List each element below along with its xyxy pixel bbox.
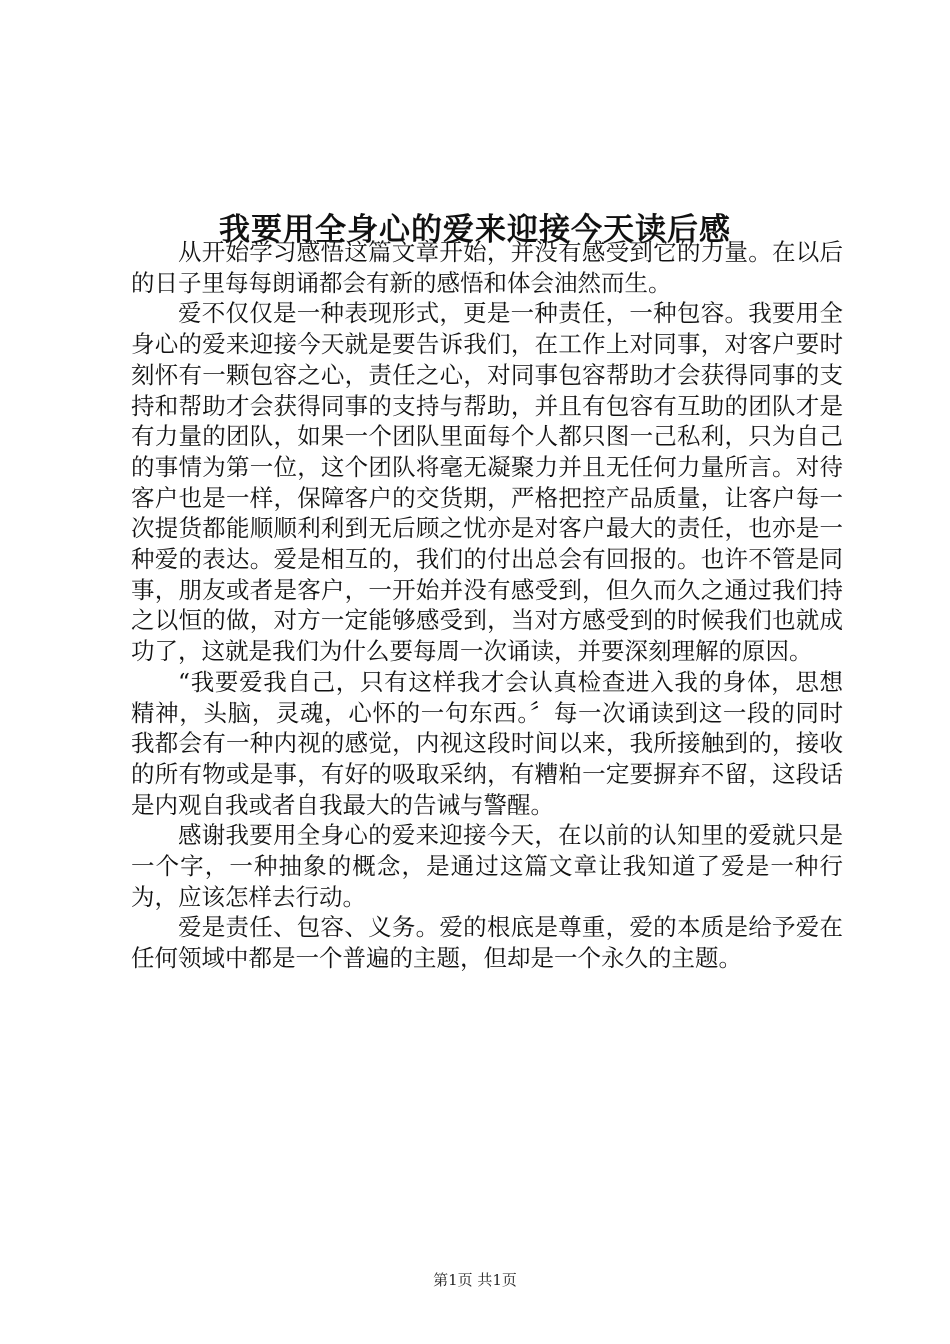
- page-number-footer: 第1页 共1页: [433, 1271, 517, 1289]
- document-body: [131, 237, 843, 974]
- paragraph-4: 感谢我要用全身心的爱来迎接今天，在以前的认知里的爱就只是一个字，一种抽象的概念，是通过这篇文章让我知道了爱是一种行为，应该怎样去行动。: [131, 821, 843, 911]
- paragraph-5: 爱是责任、包容、义务。爱的根底是尊重，爱的本质是给予爱在任何领域中都是一个普遍的主题，但却是一个永久的主题。: [131, 913, 843, 973]
- paragraph-3: “我要爱我自己，只有这样我才会认真检查进入我的身体，思想精神，头脑，灵魂，心怀的一句东西。〞每一次诵读到这一段的同时我都会有一种内视的感觉，内视这段时间以来，我所接触到的，接收的所有物或是事，有好的吸取采纳，有糟粕一定要摒弃不留，这段话是内观自我或者自我最大的告诫与警醒。: [131, 667, 843, 819]
- paragraph-1: 从开始学习感悟这篇文章开始，并没有感受到它的力量。在以后的日子里每每朗诵都会有新的感悟和体会油然而生。: [131, 238, 843, 297]
- document-title: 我要用全身心的爱来迎接今天读后感: [219, 211, 731, 248]
- paragraph-2: 爱不仅仅是一种表现形式，更是一种责任，一种包容。我要用全身心的爱来迎接今天就是要告诉我们，在工作上对同事，对客户要时刻怀有一颗包容之心，责任之心，对同事包容帮助才会获得同事的支持和帮助才会获得同事的支持与帮助，并且有包容有互助的团队才是有力量的团队，如果一个团队里面每个人都只图一己私利，只为自己的事情为第一位，这个团队将毫无凝聚力并且无任何力量所言。对待客户也是一样，保障客户的交货期，严格把控产品质量，让客户每一次提货都能顺顺利利到无后顾之忧亦是对客户最大的责任，也亦是一种爱的表达。爱是相互的，我们的付出总会有回报的。也许不管是同事，朋友或者是客户，一开始并没有感受到，但久而久之通过我们持之以恒的做，对方一定能够感受到，当对方感受到的时候我们也就成功了，这就是我们为什么要每周一次诵读，并要深刻理解的原因。: [131, 299, 843, 666]
